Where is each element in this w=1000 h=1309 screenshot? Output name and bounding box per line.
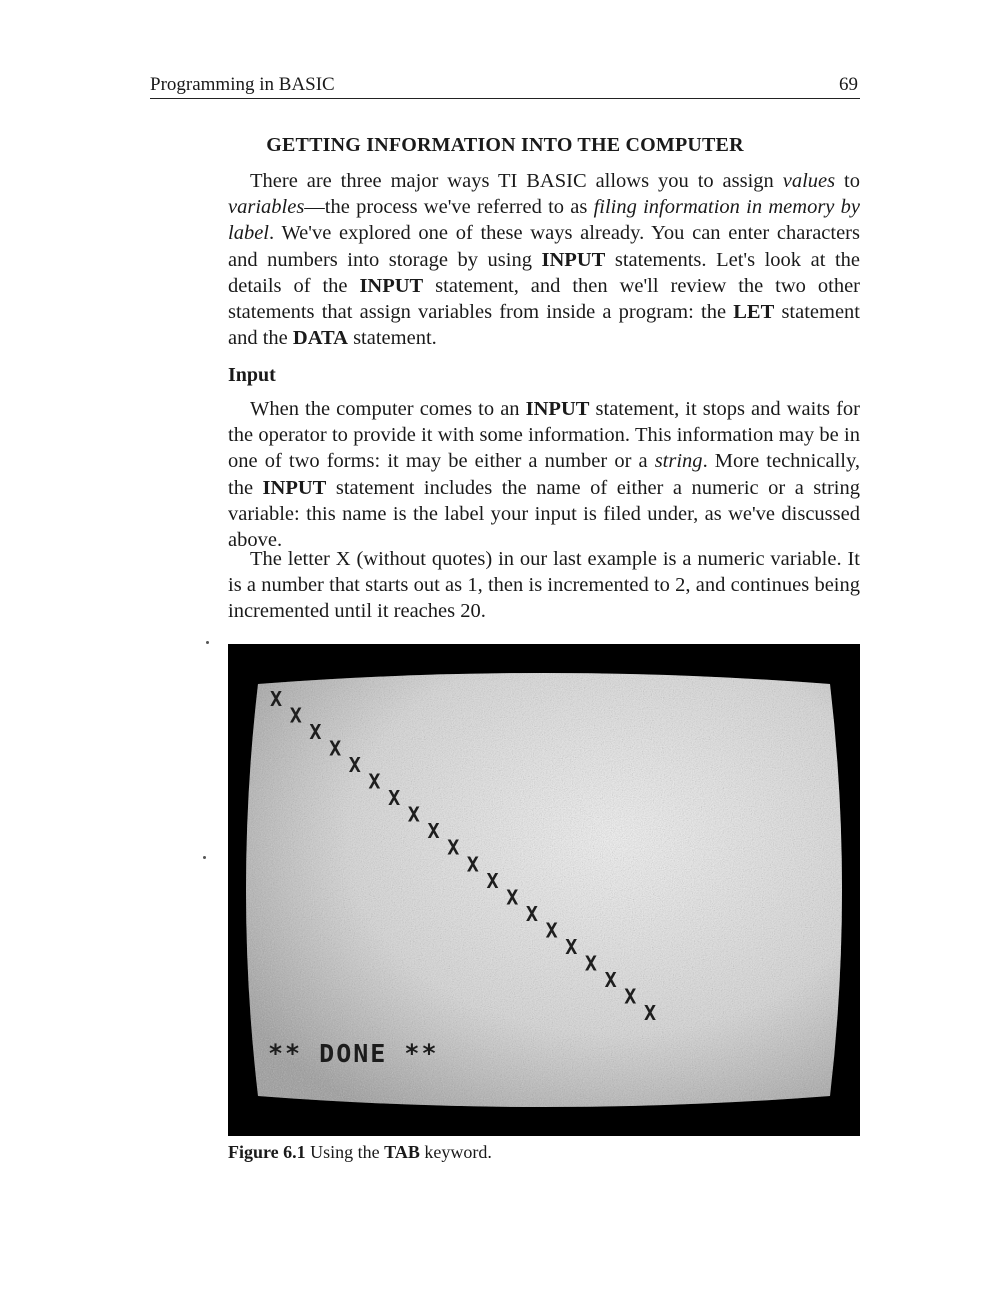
section-title: GETTING INFORMATION INTO THE COMPUTER xyxy=(266,134,744,156)
margin-speck xyxy=(206,641,209,644)
x-mark: X xyxy=(368,769,381,794)
x-mark: X xyxy=(388,786,401,811)
x-mark: X xyxy=(427,819,440,844)
x-mark: X xyxy=(447,835,460,860)
x-mark: X xyxy=(270,687,283,711)
paragraph-input: When the computer comes to an INPUT statement, it stops and waits for the operator to provide it with some information. This information may be in one of two forms: it may be either a number or a string. More technically, the INPUT statement includes the name of either a numeric or a string variable: this name is the label your input is filed under, as we've discussed above. xyxy=(228,398,861,552)
x-mark: X xyxy=(486,868,499,893)
x-mark: X xyxy=(407,802,420,827)
x-mark: X xyxy=(329,736,342,761)
x-mark: X xyxy=(525,901,538,926)
done-message: ** DONE ** xyxy=(268,1039,439,1068)
x-mark: X xyxy=(624,984,637,1009)
x-mark: X xyxy=(506,885,519,910)
figure-caption: Figure 6.1 Using the TAB keyword. xyxy=(228,1142,492,1162)
x-mark: X xyxy=(309,720,322,745)
page-number: 69 xyxy=(839,74,858,95)
x-mark: X xyxy=(604,967,617,992)
tv-screen xyxy=(228,644,860,1136)
x-mark: X xyxy=(584,951,597,976)
subhead-input: Input xyxy=(228,364,276,386)
margin-speck xyxy=(203,856,206,859)
paragraph-intro: There are three major ways TI BASIC allows you to assign values to variables—the process we've referred to as filing information in memory by label. We've explored one of these ways already. You can enter characters and numbers into storage by using INPUT statements. Let's look at the details of the INPUT statement, and then we'll review the two other statements that assign variables from inside a program: the LET statement and the DATA statement. xyxy=(228,170,861,350)
x-mark: X xyxy=(289,703,302,728)
x-mark: X xyxy=(644,1001,657,1025)
x-mark: X xyxy=(466,852,479,877)
running-title: Programming in BASIC xyxy=(150,74,335,95)
x-mark: X xyxy=(348,753,361,778)
x-mark: X xyxy=(565,934,578,959)
x-mark: X xyxy=(545,918,558,943)
paragraph-variable: The letter X (without quotes) in our last example is a numeric variable. It is a number that starts out as 1, then is incremented to 2, and continues being incremented until it reaches 20. xyxy=(228,548,860,623)
figure-screen-photo xyxy=(228,644,860,1136)
running-header xyxy=(150,72,860,99)
